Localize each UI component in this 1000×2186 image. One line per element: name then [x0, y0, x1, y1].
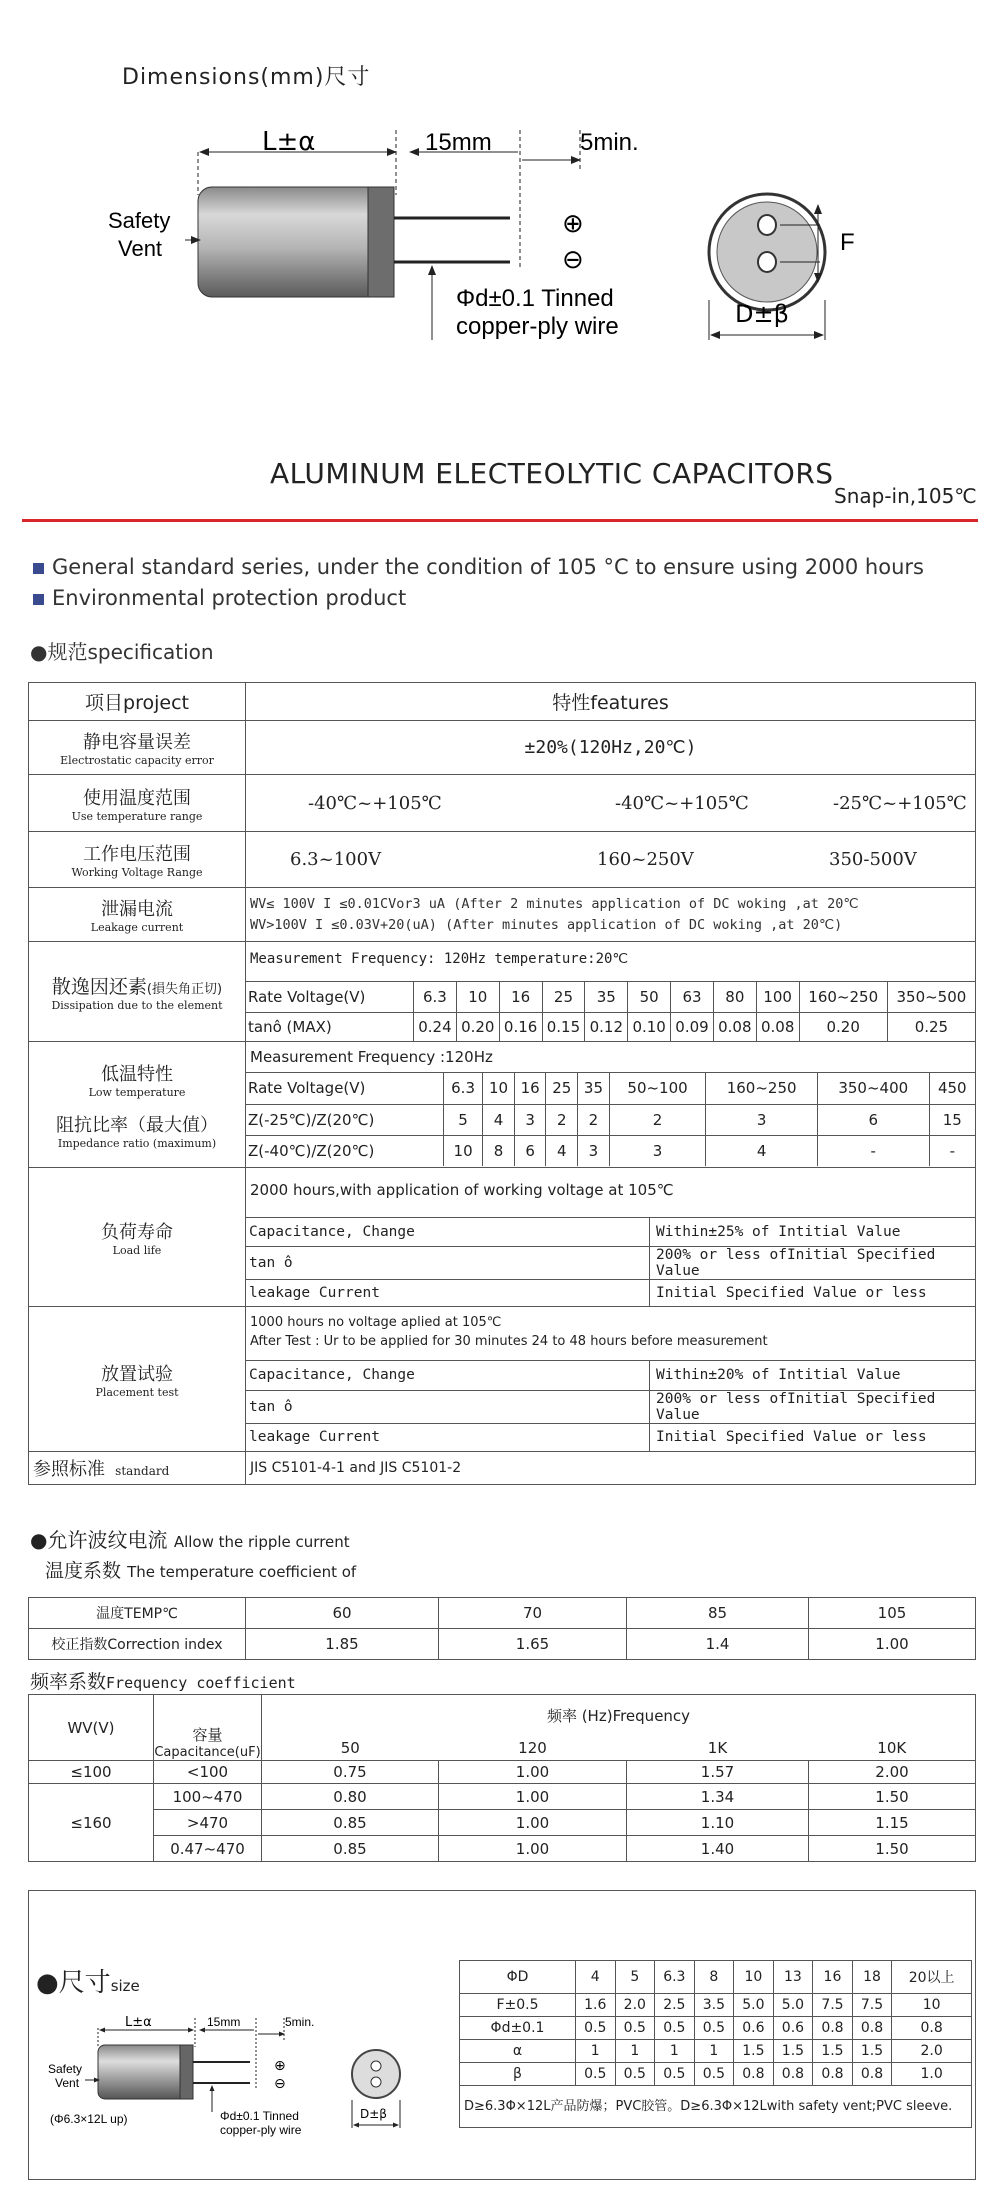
size-cell: β: [460, 2063, 576, 2086]
safety-label: Safety: [108, 208, 171, 233]
low-temp-measure: Measurement Frequency :120Hz: [246, 1042, 975, 1073]
low-temp-z1-cell: 2: [609, 1104, 706, 1135]
size-cell: 1: [615, 2040, 655, 2063]
size-cell: 1: [655, 2040, 695, 2063]
plus-icon: ⊕: [562, 209, 584, 239]
size-cell: 7.5: [852, 1994, 892, 2017]
leakage-label: 泄漏电流 Leakage current: [29, 888, 246, 942]
size-cell: 2.5: [655, 1994, 695, 2017]
low-temp-z2-cell: 3: [578, 1135, 610, 1166]
dissipation-tan-cell: 0.20: [799, 1012, 887, 1041]
size-header-cell: 18: [852, 1961, 892, 1994]
low-temp-z2-row: Z(-40℃)/Z(20℃) 10 8 6 4 3 3 4 - -: [246, 1135, 975, 1166]
size-drawing: [0, 0, 460, 2186]
wire-label-1: Φd±0.1 Tinned: [456, 285, 614, 312]
vent-label: Vent: [118, 236, 163, 261]
svg-text:Φd±0.1 Tinned: Φd±0.1 Tinned: [220, 2109, 299, 2123]
size-cell: 1: [694, 2040, 734, 2063]
low-temp-z2-cell: 10: [444, 1135, 483, 1166]
size-header-cell: 20以上: [892, 1961, 972, 1994]
temp-cell: 85: [627, 1598, 809, 1629]
correction-cell: 1.85: [246, 1629, 439, 1660]
size-cell: 1.6: [576, 1994, 616, 2017]
size-note: D≥6.3Φ×12L产品防爆；PVC胶管。D≥6.3Φ×12Lwith safety vent;PVC sleeve.: [460, 2086, 972, 2128]
cap-header: 容量 Capacitance(uF): [154, 1695, 262, 1761]
size-header-cell: 10: [734, 1961, 774, 1994]
dissipation-tan-row: tanô (MAX) 0.24 0.20 0.16 0.15 0.12 0.10 0.09 0.08 0.08 0.20 0.25: [246, 1012, 975, 1041]
size-cell: 0.8: [852, 2063, 892, 2086]
size-row: [460, 2040, 972, 2063]
size-cell: 0.6: [734, 2017, 774, 2040]
size-cell: 0.8: [813, 2017, 853, 2040]
low-temp-rate-cell: 6.3: [444, 1073, 483, 1104]
low-temp-z1-cell: 2: [546, 1104, 578, 1135]
dissipation-rate-cell: 160~250: [799, 982, 887, 1012]
low-temp-z1-cell: 15: [929, 1104, 975, 1135]
freq-row: 0.47~470 0.85 1.00 1.40 1.50: [29, 1836, 976, 1862]
l-alpha-label: L±α: [262, 127, 316, 157]
dissipation-rate-cell: 16: [499, 982, 542, 1012]
low-temp-z1-cell: 4: [483, 1104, 515, 1135]
temp-cell: 70: [439, 1598, 627, 1629]
size-row: [460, 2063, 972, 2086]
size-header-row: [460, 1961, 972, 1994]
dissipation-rate-cell: 35: [585, 982, 628, 1012]
size-title: ●尺寸size: [36, 1968, 140, 1998]
dissipation-tan-cell: 0.09: [671, 1012, 714, 1041]
placement-row: leakage Current Initial Specified Value or less: [246, 1423, 975, 1451]
dissipation-tan-cell: 0.15: [542, 1012, 585, 1041]
low-temp-z1-cell: 3: [706, 1104, 818, 1135]
size-capacitor-body: [98, 2045, 191, 2099]
correction-cell: 1.4: [627, 1629, 809, 1660]
dissipation-measure: Measurement Frequency: 120Hz temperature:20℃: [246, 942, 975, 982]
load-life-row: tan ô 200% or less ofInitial Specified Value: [246, 1246, 975, 1279]
voltage-range-label: 工作电压范围 Working Voltage Range: [29, 832, 246, 888]
page-subheading: Snap-in,105℃: [834, 484, 977, 508]
placement-top: 1000 hours no voltage aplied at 105℃ After Test : Ur to be applied for 30 minutes 24 to 48 hours before measurement: [246, 1307, 975, 1361]
low-temp-z2-cell: 3: [609, 1135, 706, 1166]
size-header-cell: 8: [694, 1961, 734, 1994]
correction-row: 校正指数Correction index 1.85 1.65 1.4 1.00: [29, 1629, 976, 1660]
svg-text:⊕: ⊕: [274, 2058, 286, 2074]
placement-label: 放置试验 Placement test: [29, 1307, 246, 1452]
temp-range-2: -40℃~+105℃: [615, 792, 749, 814]
spec-header-features: 特性features: [246, 683, 976, 721]
low-temp-rate-cell: 450: [929, 1073, 975, 1104]
size-cell: 10: [892, 1994, 972, 2017]
wire-label-2: copper-ply wire: [456, 313, 619, 340]
dissipation-tan-cell: 0.20: [456, 1012, 499, 1041]
voltage-range-1: 6.3~100V: [290, 849, 382, 870]
dissipation-tan-cell: 0.25: [887, 1012, 975, 1041]
low-temp-rate-cell: 16: [514, 1073, 546, 1104]
low-temp-rate-cell: 160~250: [706, 1073, 818, 1104]
spec-header-project: 项目project: [29, 683, 246, 721]
size-cell: 0.5: [655, 2063, 695, 2086]
size-cell: 0.5: [615, 2063, 655, 2086]
size-cell: Φd±0.1: [460, 2017, 576, 2040]
voltage-range-2: 160~250V: [597, 849, 694, 870]
low-temp-rate-cell: 10: [483, 1073, 515, 1104]
placement-row: Capacitance, Change Within±20% of Intitial Value: [246, 1361, 975, 1390]
temp-range-label: 使用温度范围 Use temperature range: [29, 775, 246, 832]
size-header-cell: 6.3: [655, 1961, 695, 1994]
freq-row: >470 0.85 1.00 1.10 1.15: [29, 1810, 976, 1836]
leakage-value: WV≤ 100V I ≤0.01CVor3 uA (After 2 minutes application of DC woking ,at 20℃ WV>100V I ≤0.03V+20(uA) (After minutes application of DC woking ,at 20℃): [246, 888, 976, 942]
spec-title: ●规范specification: [30, 640, 214, 664]
svg-text:5min.: 5min.: [285, 2015, 315, 2029]
dissipation-tan-cell: 0.10: [628, 1012, 671, 1041]
size-cell: 0.5: [655, 2017, 695, 2040]
size-cell: 5.0: [773, 1994, 813, 2017]
freq-header: 频率 (Hz)Frequency: [262, 1695, 976, 1737]
low-temp-rate-row: Rate Voltage(V) 6.3 10 16 25 35 50~100 160~250 350~400 450: [246, 1073, 975, 1104]
low-temp-rate-cell: 50~100: [609, 1073, 706, 1104]
temp-coef-title: 温度系数 The temperature coefficient of: [45, 1560, 357, 1582]
temp-row: 温度TEMP℃ 60 70 85 105: [29, 1598, 976, 1629]
svg-text:(Φ6.3×12L up): (Φ6.3×12L up): [50, 2112, 128, 2126]
size-note-row: [460, 2086, 972, 2128]
dissipation-rate-cell: 25: [542, 982, 585, 1012]
lead-length-label: 15mm: [425, 129, 492, 156]
dissipation-tan-cell: 0.12: [585, 1012, 628, 1041]
placement-row: tan ô 200% or less ofInitial Specified Value: [246, 1390, 975, 1423]
freq-row: ≤160 100~470 0.80 1.00 1.34 1.50: [29, 1784, 976, 1810]
dissipation-rate-row: Rate Voltage(V) 6.3 10 16 25 35 50 63 80 100 160~250 350~500: [246, 982, 975, 1012]
size-cell: 3.5: [694, 1994, 734, 2017]
low-temp-rate-cell: 25: [546, 1073, 578, 1104]
f-label: F: [840, 229, 855, 256]
d-beta-label: D±β: [735, 300, 789, 328]
minus-icon: ⊖: [562, 245, 584, 275]
size-cell: 0.6: [773, 2017, 813, 2040]
wv-header: WV(V): [29, 1695, 154, 1761]
svg-text:copper-ply wire: copper-ply wire: [220, 2123, 302, 2137]
load-life-label: 负荷寿命 Load life: [29, 1168, 246, 1307]
size-cell: 0.8: [734, 2063, 774, 2086]
low-temp-z2-cell: -: [929, 1135, 975, 1166]
size-cell: 0.5: [576, 2017, 616, 2040]
size-header-cell: 5: [615, 1961, 655, 1994]
bullet-item-1: General standard series, under the condition of 105 °C to ensure using 2000 hours: [33, 555, 924, 579]
low-temp-z2-cell: 8: [483, 1135, 515, 1166]
size-row: [460, 2017, 972, 2040]
bullet-item-2: Environmental protection product: [33, 586, 406, 610]
freq-row: ≤100 <100 0.75 1.00 1.57 2.00: [29, 1761, 976, 1784]
low-temp-z2-cell: 4: [706, 1135, 818, 1166]
low-temp-rate-cell: 350~400: [817, 1073, 929, 1104]
load-life-row: leakage Current Initial Specified Value or less: [246, 1279, 975, 1306]
page-heading: ALUMINUM ELECTEOLYTIC CAPACITORS: [270, 457, 834, 490]
low-temp-z1-row: Z(-25℃)/Z(20℃) 5 4 3 2 2 2 3 6 15: [246, 1104, 975, 1135]
low-temp-z1-cell: 2: [578, 1104, 610, 1135]
dissipation-label: 散逸因还素(損失角正切) Dissipation due to the element: [29, 942, 246, 1042]
ripple-title: ●允许波纹电流 Allow the ripple current: [30, 1528, 350, 1552]
temp-cell: 60: [246, 1598, 439, 1629]
dissipation-rate-cell: 350~500: [887, 982, 975, 1012]
svg-text:15mm: 15mm: [207, 2015, 241, 2029]
low-temp-z1-cell: 5: [444, 1104, 483, 1135]
size-cell: 0.5: [615, 2017, 655, 2040]
dissipation-rate-cell: 80: [713, 982, 756, 1012]
dissipation-rate-cell: 10: [456, 982, 499, 1012]
cap-error-value: ±20%(120Hz,20℃): [246, 721, 976, 775]
low-temp-z1-cell: 3: [514, 1104, 546, 1135]
end-view-terminal-bottom: [758, 252, 776, 272]
size-cell: 1.5: [813, 2040, 853, 2063]
temp-cell: 105: [809, 1598, 976, 1629]
low-temp-z2-cell: 4: [546, 1135, 578, 1166]
size-cell: α: [460, 2040, 576, 2063]
svg-text:L±α: L±α: [125, 2015, 152, 2030]
size-cell: 0.5: [694, 2017, 734, 2040]
size-cell: 5.0: [734, 1994, 774, 2017]
standard-value: JIS C5101-4-1 and JIS C5101-2: [246, 1452, 976, 1485]
size-cell: 1.5: [852, 2040, 892, 2063]
size-cell: 0.8: [892, 2017, 972, 2040]
voltage-range-3: 350-500V: [829, 849, 917, 870]
dissipation-rate-cell: 6.3: [414, 982, 457, 1012]
temp-range-3: -25℃~+105℃: [833, 792, 967, 814]
dissipation-rate-cell: 50: [628, 982, 671, 1012]
svg-text:D±β: D±β: [360, 2107, 387, 2121]
standard-label: 参照标准 standard: [29, 1452, 246, 1485]
size-cell: 0.8: [813, 2063, 853, 2086]
freq-values-row: 50 120 1K 10K: [29, 1737, 976, 1761]
svg-text:⊖: ⊖: [274, 2076, 286, 2092]
size-table: [459, 1960, 972, 2128]
size-cell: 2.0: [892, 2040, 972, 2063]
size-cell: 0.8: [852, 2017, 892, 2040]
correction-cell: 1.00: [809, 1629, 976, 1660]
low-temp-rate-cell: 35: [578, 1073, 610, 1104]
size-cell: F±0.5: [460, 1994, 576, 2017]
size-header-cell: 4: [576, 1961, 616, 1994]
load-life-top: 2000 hours,with application of working voltage at 105℃: [246, 1168, 975, 1218]
svg-text:Safety: Safety: [48, 2062, 83, 2076]
size-cell: 0.8: [773, 2063, 813, 2086]
size-header-cell: 16: [813, 1961, 853, 1994]
size-header-cell: ΦD: [460, 1961, 576, 1994]
size-header-cell: 13: [773, 1961, 813, 1994]
svg-text:Vent: Vent: [55, 2076, 80, 2090]
end-view-terminal-top: [758, 215, 776, 235]
size-row: [460, 1994, 972, 2017]
size-cell: 1.5: [734, 2040, 774, 2063]
size-cell: 0.5: [694, 2063, 734, 2086]
size-cell: 7.5: [813, 1994, 853, 2017]
dissipation-rate-cell: 100: [756, 982, 799, 1012]
dissipation-tan-cell: 0.16: [499, 1012, 542, 1041]
dimensions-title: Dimensions(mm)尺寸: [122, 65, 371, 90]
cap-error-label: 静电容量误差 Electrostatic capacity error: [29, 721, 246, 775]
low-temp-z2-cell: 6: [514, 1135, 546, 1166]
temp-range-1: -40℃~+105℃: [308, 792, 442, 814]
size-cell: 0.5: [576, 2063, 616, 2086]
freq-coef-title: 频率系数Frequency coefficient: [30, 1671, 296, 1693]
size-cell: 1.5: [773, 2040, 813, 2063]
min-length-label: 5min.: [580, 129, 639, 156]
low-temp-label: 低温特性 Low temperature 阻抗比率（最大值） Impedance ratio (maximum): [29, 1042, 246, 1168]
load-life-row: Capacitance, Change Within±25% of Intitial Value: [246, 1218, 975, 1246]
correction-cell: 1.65: [439, 1629, 627, 1660]
dissipation-tan-cell: 0.24: [414, 1012, 457, 1041]
size-cell: 2.0: [615, 1994, 655, 2017]
dissipation-tan-cell: 0.08: [713, 1012, 756, 1041]
size-cell: 1.0: [892, 2063, 972, 2086]
low-temp-z2-cell: -: [817, 1135, 929, 1166]
size-cell: 1: [576, 2040, 616, 2063]
dissipation-tan-cell: 0.08: [756, 1012, 799, 1041]
low-temp-z1-cell: 6: [817, 1104, 929, 1135]
dissipation-rate-cell: 63: [671, 982, 714, 1012]
